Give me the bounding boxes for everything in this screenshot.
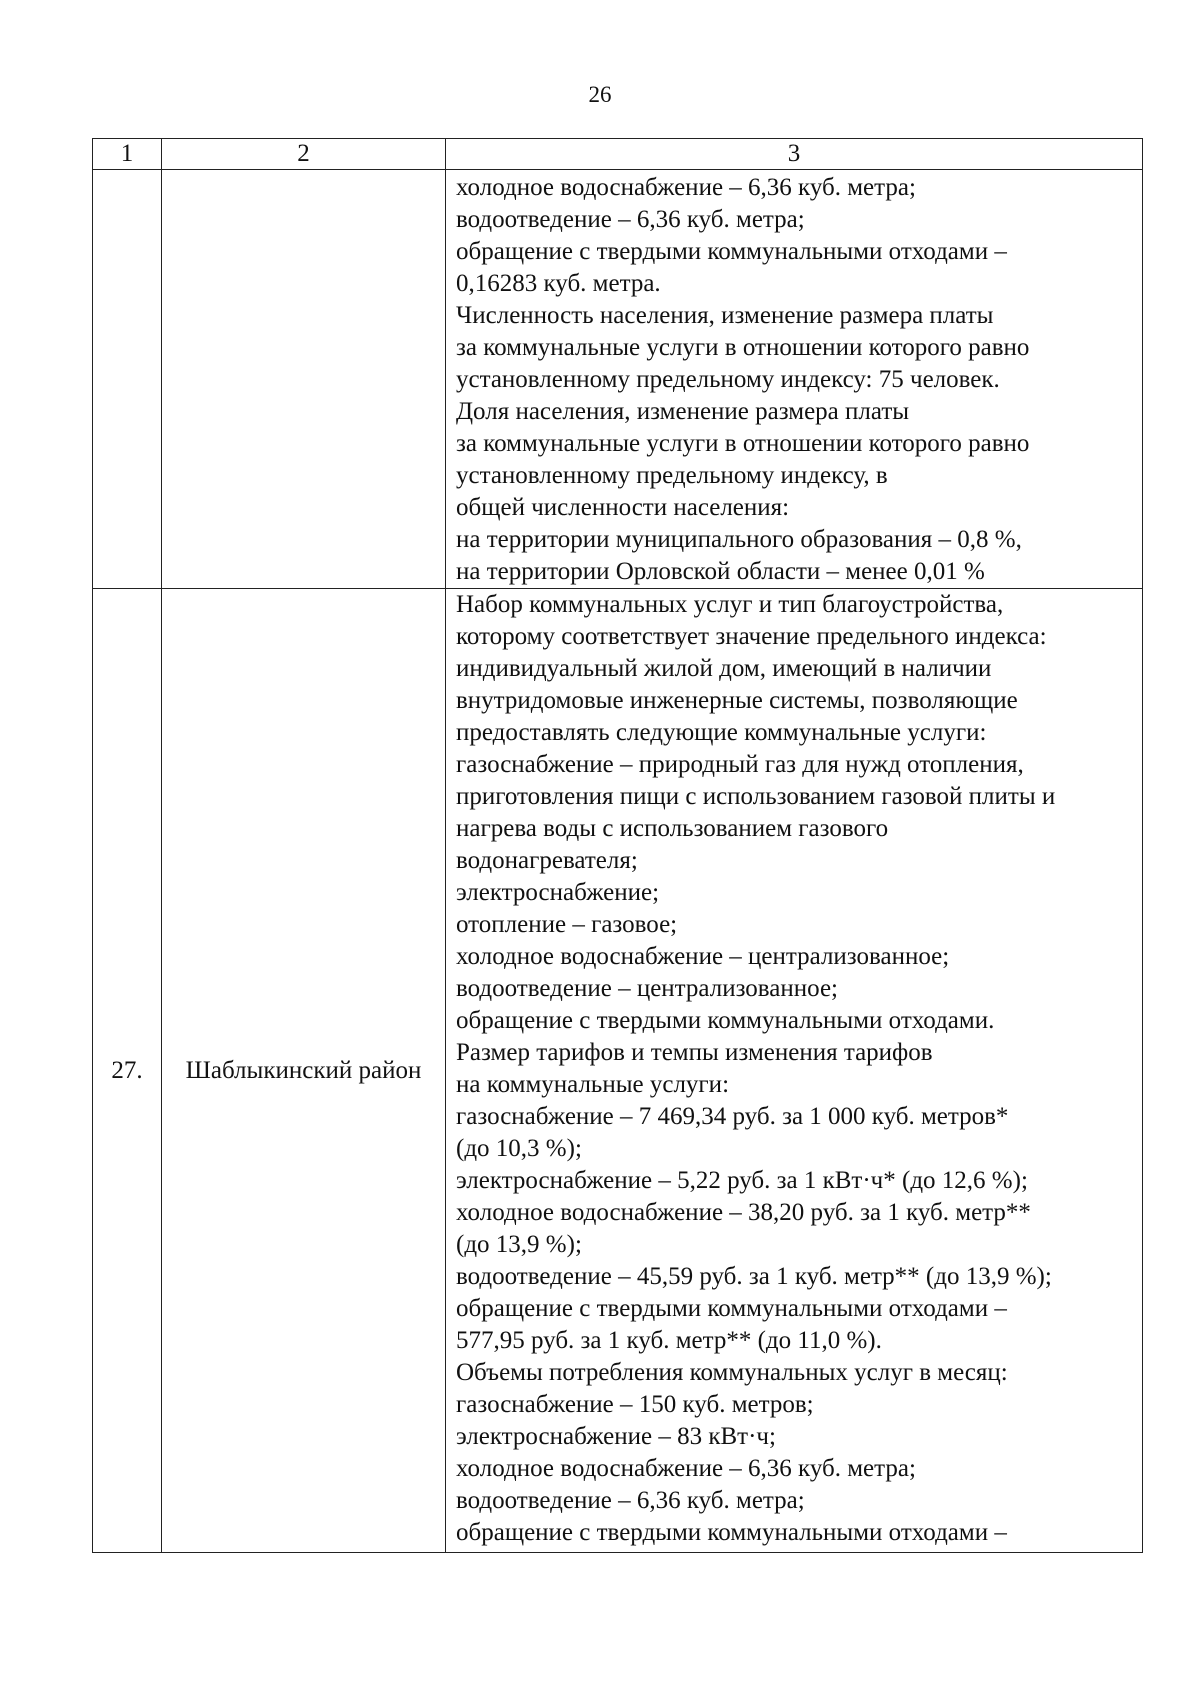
text-line: за коммунальные услуги в отношении которого равно xyxy=(456,334,1030,361)
text-line: холодное водоснабжение – 38,20 руб. за 1 куб. метр** xyxy=(456,1199,1031,1226)
text-line: на территории муниципального образования – 0,8 %, xyxy=(456,526,1022,553)
text-line: обращение с твердыми коммунальными отходами – xyxy=(456,238,1007,265)
text-line: Доля населения, изменение размера платы xyxy=(456,398,910,425)
column-header-2: 2 xyxy=(162,139,446,170)
text-line: Объемы потребления коммунальных услуг в месяц: xyxy=(456,1359,1008,1386)
column-header-1: 1 xyxy=(93,139,162,170)
text-line: водоотведение – 6,36 куб. метра; xyxy=(456,1487,805,1514)
table-row xyxy=(93,170,1143,589)
text-line: электроснабжение; xyxy=(456,879,660,906)
text-line: обращение с твердыми коммунальными отходами. xyxy=(456,1007,995,1034)
text-line: водоотведение – централизованное; xyxy=(456,975,838,1002)
table-header-row xyxy=(93,139,1143,170)
text-line: установленному предельному индексу, в xyxy=(456,462,888,489)
text-line: на территории Орловской области – менее 0,01 % xyxy=(456,558,985,585)
text-line: (до 13,9 %); xyxy=(456,1231,582,1258)
text-line: общей численности населения: xyxy=(456,494,790,521)
text-line: которому соответствует значение предельного индекса: xyxy=(456,623,1047,650)
text-line: внутридомовые инженерные системы, позволяющие xyxy=(456,687,1018,714)
district-name: Шаблыкинский район xyxy=(162,589,446,1553)
text-line: водоотведение – 6,36 куб. метра; xyxy=(456,206,805,233)
table-row xyxy=(93,589,1143,1553)
text-line: водоотведение – 45,59 руб. за 1 куб. метр** (до 13,9 %); xyxy=(456,1263,1052,1290)
description-cell xyxy=(446,170,1143,589)
text-line: 577,95 руб. за 1 куб. метр** (до 11,0 %). xyxy=(456,1327,882,1354)
text-line: водонагревателя; xyxy=(456,847,638,874)
column-header-3: 3 xyxy=(446,139,1143,170)
text-line: холодное водоснабжение – централизованное; xyxy=(456,943,950,970)
page-number: 26 xyxy=(588,82,612,107)
text-line: обращение с твердыми коммунальными отходами – xyxy=(456,1519,1007,1546)
text-line: газоснабжение – 150 куб. метров; xyxy=(456,1391,814,1418)
text-line: холодное водоснабжение – 6,36 куб. метра; xyxy=(456,174,916,201)
text-line: Набор коммунальных услуг и тип благоустройства, xyxy=(456,591,1004,618)
text-line: индивидуальный жилой дом, имеющий в наличии xyxy=(456,655,992,682)
text-line: Численность населения, изменение размера платы xyxy=(456,302,994,329)
tariff-table xyxy=(92,138,1143,1553)
text-line: нагрева воды с использованием газового xyxy=(456,815,889,842)
text-line: (до 10,3 %); xyxy=(456,1135,582,1162)
text-line: предоставлять следующие коммунальные услуги: xyxy=(456,719,987,746)
text-line: холодное водоснабжение – 6,36 куб. метра; xyxy=(456,1455,916,1482)
description-cell xyxy=(446,589,1143,1553)
text-line: отопление – газовое; xyxy=(456,911,678,938)
text-line: 0,16283 куб. метра. xyxy=(456,270,661,297)
text-line: газоснабжение – 7 469,34 руб. за 1 000 куб. метров* xyxy=(456,1103,1009,1130)
text-line: за коммунальные услуги в отношении которого равно xyxy=(456,430,1030,457)
text-line: электроснабжение – 83 кВт·ч; xyxy=(456,1423,776,1450)
row-number xyxy=(93,170,162,589)
text-line: обращение с твердыми коммунальными отходами – xyxy=(456,1295,1007,1322)
text-line: приготовления пищи с использованием газовой плиты и xyxy=(456,783,1056,810)
row-number: 27. xyxy=(93,589,162,1553)
text-line: электроснабжение – 5,22 руб. за 1 кВт·ч* (до 12,6 %); xyxy=(456,1167,1028,1194)
text-line: установленному предельному индексу: 75 человек. xyxy=(456,366,1000,393)
text-line: Размер тарифов и темпы изменения тарифов xyxy=(456,1039,933,1066)
text-line: на коммунальные услуги: xyxy=(456,1071,730,1098)
district-name xyxy=(162,170,446,589)
text-line: газоснабжение – природный газ для нужд отопления, xyxy=(456,751,1024,778)
